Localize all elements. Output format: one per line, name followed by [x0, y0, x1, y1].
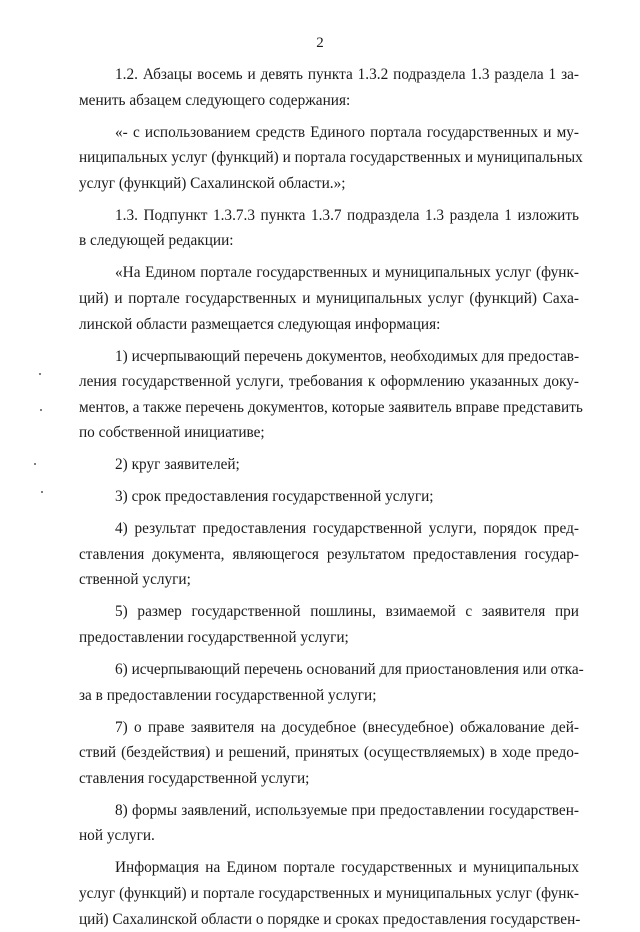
document-body: [79, 62, 579, 932]
paragraph: [79, 484, 579, 510]
paragraph: [79, 344, 579, 446]
text-line: ставления государственной услуги;: [79, 766, 579, 792]
text-line: ставления документа, являющегося результатом предоставления государ-: [79, 542, 579, 568]
text-line: по собственной инициативе;: [79, 420, 579, 446]
text-line: ствий (бездействия) и решений, принятых (осуществляемых) в ходе предо-: [79, 740, 579, 766]
paragraph: [79, 657, 579, 708]
text-line: ций) Сахалинской области о порядке и сроках предоставления государствен-: [79, 907, 579, 932]
text-line: ций) и портале государственных и муниципальных услуг (функций) Саха-: [79, 286, 579, 312]
text-line: услуг (функций) и портале государственных и муниципальных услуг (функ-: [79, 881, 579, 907]
paragraph: [79, 203, 579, 254]
paragraph: [79, 62, 579, 113]
scan-speck: [34, 463, 36, 465]
text-line: «На Едином портале государственных и муниципальных услуг (функ-: [79, 260, 579, 286]
text-line: 1.2. Абзацы восемь и девять пункта 1.3.2 подраздела 1.3 раздела 1 за-: [79, 62, 579, 88]
paragraph: [79, 120, 579, 197]
text-line: «- с использованием средств Единого портала государственных и му-: [79, 120, 579, 146]
text-line: менить абзацем следующего содержания:: [79, 88, 579, 114]
text-line: 7) о праве заявителя на досудебное (внесудебное) обжалование дей-: [79, 715, 579, 741]
paragraph: [79, 599, 579, 650]
text-line: ления государственной услуги, требования к оформлению указанных доку-: [79, 369, 579, 395]
text-line: 1) исчерпывающий перечень документов, необходимых для предостав-: [79, 344, 579, 370]
text-line: Информация на Едином портале государственных и муниципальных: [79, 855, 579, 881]
text-line: 6) исчерпывающий перечень оснований для приостановления или отка-: [79, 657, 579, 683]
scan-speck: [39, 373, 41, 375]
text-line: ниципальных услуг (функций) и портала государственных и муниципальных: [79, 145, 579, 171]
text-line: ментов, а также перечень документов, которые заявитель вправе представить: [79, 395, 579, 421]
text-line: 4) результат предоставления государственной услуги, порядок пред-: [79, 516, 579, 542]
text-line: за в предоставлении государственной услуги;: [79, 683, 579, 709]
page-number: 2: [0, 34, 640, 52]
scan-speck: [40, 409, 42, 411]
text-line: 5) размер государственной пошлины, взимаемой с заявителя при: [79, 599, 579, 625]
text-line: ной услуги.: [79, 823, 579, 849]
paragraph: [79, 798, 579, 849]
scan-speck: [41, 491, 43, 493]
paragraph: [79, 516, 579, 593]
text-line: линской области размещается следующая информация:: [79, 312, 579, 338]
paragraph: [79, 452, 579, 478]
paragraph: [79, 855, 579, 932]
paragraph: [79, 260, 579, 337]
text-line: предоставлении государственной услуги;: [79, 625, 579, 651]
text-line: 3) срок предоставления государственной услуги;: [79, 484, 579, 510]
text-line: 2) круг заявителей;: [79, 452, 579, 478]
text-line: 8) формы заявлений, используемые при предоставлении государствен-: [79, 798, 579, 824]
paragraph: [79, 715, 579, 792]
text-line: в следующей редакции:: [79, 228, 579, 254]
text-line: услуг (функций) Сахалинской области.»;: [79, 171, 579, 197]
text-line: ственной услуги;: [79, 567, 579, 593]
text-line: 1.3. Подпункт 1.3.7.3 пункта 1.3.7 подраздела 1.3 раздела 1 изложить: [79, 203, 579, 229]
